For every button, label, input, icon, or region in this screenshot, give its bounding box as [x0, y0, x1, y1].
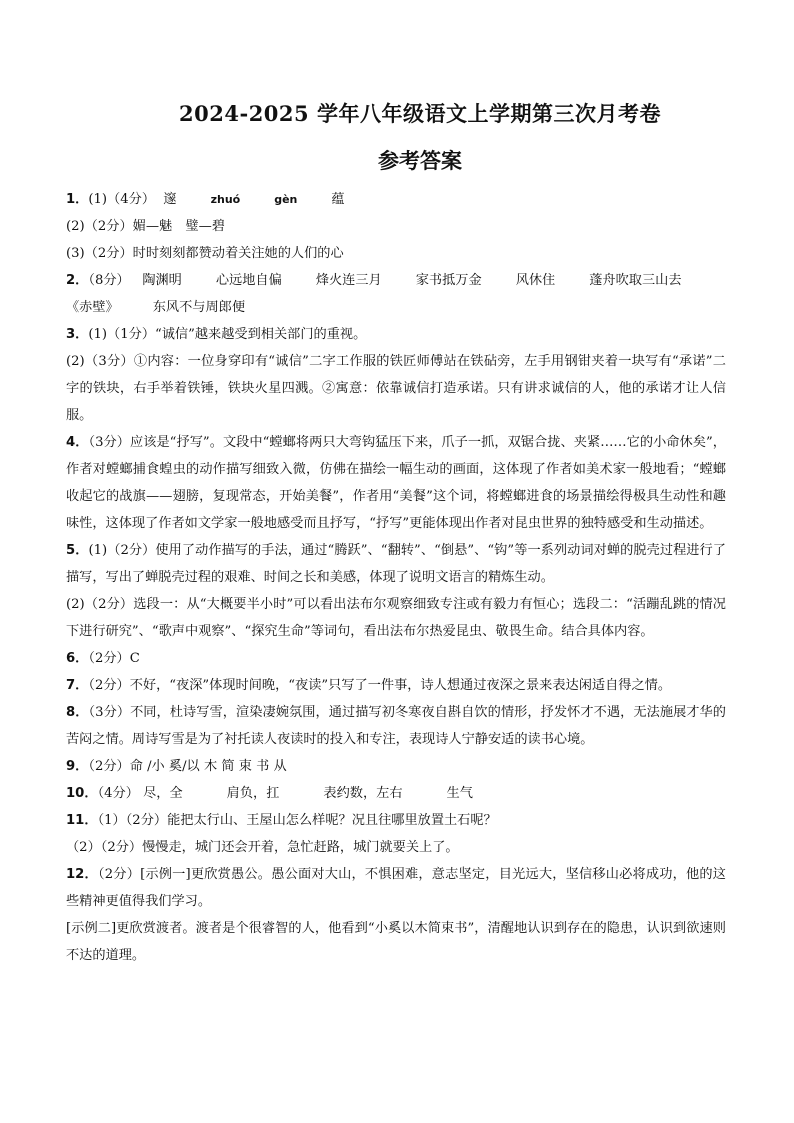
question-number: 1． — [66, 192, 89, 207]
q4-answer: 4．（3分）应该是“抒写”。文段中“螳螂将两只大弯钩猛压下来，爪子一抓，双锯合拢、夹紧……它的小命休矣”，作者对螳螂捕食蝗虫的动作描写细致入微，仿佛在描绘一幅生动的画面，这体现了作者如美术家一般地看；“螳螂收起它的战旗——翅膀，复现常态，开始美餐”，作者用“美餐”这个词，将螳螂进食的场景描绘得极具生动性和趣味性，这体现了作者如文学家一般地感受而且抒写，“抒写”更能体现出作者对昆虫世界的独特感受和生动描述。 — [66, 435, 726, 531]
q3-part2: (2)（3分）①内容：一位身穿印有“诚信”二字工作服的铁匠师傅站在铁砧旁，左手用钢钳夹着一块写有“承诺”二字的铁块，右手举着铁锤，铁块火星四溅。②寓意：依靠诚信打造承诺。只有讲求诚信的人，他的承诺才让人信服。 — [66, 354, 726, 423]
q8-answer: 8．（3分）不同，杜诗写雪，渲染凄婉氛围，通过描写初冬寒夜自斟自饮的情形，抒发怀才不遇，无法施展才华的苦闷之情。周诗写雪是为了衬托读人夜读时的投入和专注，表现诗人宁静安适的读书心境。 — [66, 705, 726, 747]
q5-part2: (2)（2分）选段一：从“大概要半小时”可以看出法布尔观察细致专注或有毅力有恒心；选段二：“活蹦乱跳的情况下进行研究”、“歌声中观察”、“探究生命”等词句，看出法布尔热爱昆虫、敬畏生命。结合具体内容。 — [66, 597, 726, 639]
answer-body — [66, 186, 726, 969]
q11-part2: （2）（2分）慢慢走，城门还会开着，急忙赶路，城门就要关上了。 — [66, 840, 459, 855]
q12-part2: [示例二]更欣赏渡者。渡者是个很睿智的人，他看到“小奚以木简束书”，清醒地认识到存在的隐患，认识到欲速则不达的道理。 — [66, 921, 726, 963]
q1-part1: 1．(1)（4分） 邃 zhuó gèn 蕴 — [66, 192, 345, 207]
q3-part1: 3．(1)（1分）“诚信”越来越受到相关部门的重视。 — [66, 327, 367, 342]
q7-answer: 7．（2分）不好，“夜深”体现时间晚，“夜读”只写了一件事，诗人想通过夜深之景来表达闲适自得之情。 — [66, 678, 672, 693]
q9-answer: 9．（2分）命 /小 奚/以 木 简 束 书 从 — [66, 759, 287, 774]
q1-part2: (2)（2分）媚—魅 璧—碧 — [66, 219, 225, 234]
q5-part1: 5．(1)（2分）使用了动作描写的手法，通过“腾跃”、“翻转”、“倒悬”、“钩”等一系列动词对蝉的脱壳过程进行了描写，写出了蝉脱壳过程的艰难、时间之长和美感，体现了说明文语言的精炼生动。 — [66, 543, 726, 585]
q2-answer: 2．（8分） 陶渊明 心远地自偏 烽火连三月 家书抵万金 风休住 蓬舟吹取三山去 《赤壁》 东风不与周郎便 — [66, 273, 682, 315]
q11-part1: 11．（1）（2分）能把太行山、王屋山怎么样呢？况且往哪里放置土石呢？ — [66, 813, 497, 828]
q6-answer: 6．（2分）C — [66, 651, 140, 666]
q1-part3: (3)（2分）时时刻刻都赞动着关注她的人们的心 — [66, 246, 344, 261]
q10-answer: 10．（4分） 尽，全 肩负，扛 表约数，左右 生气 — [66, 786, 473, 801]
q12-part1: 12．（2分）[示例一]更欣赏愚公。愚公面对大山，不惧困难，意志坚定，目光远大，坚信移山必将成功，他的这些精神更值得我们学习。 — [66, 867, 726, 909]
page-title: 2024-2025 学年八年级语文上学期第三次月考卷 — [179, 101, 661, 126]
page-subtitle: 参考答案 — [378, 148, 462, 173]
